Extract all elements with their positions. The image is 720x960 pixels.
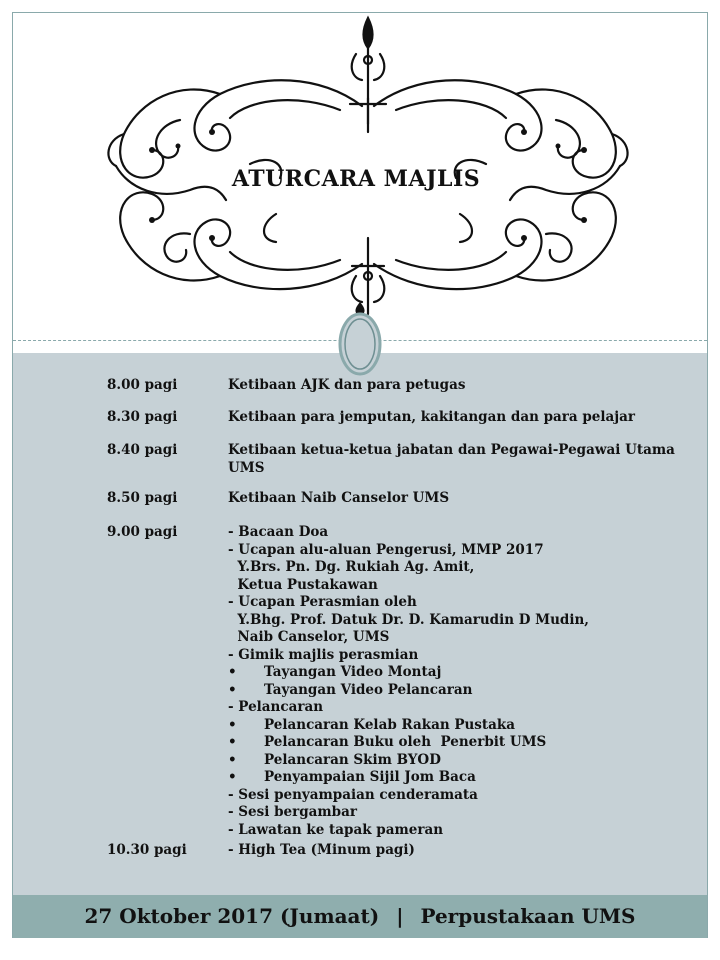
schedule-line: Y.Brs. Pn. Dg. Rukiah Ag. Amit, — [228, 559, 475, 575]
bullet-item — [228, 734, 688, 752]
schedule-line: Ketibaan AJK dan para petugas — [228, 377, 466, 393]
schedule-time: 8.00 pagi — [107, 377, 178, 393]
bullet-text: Tayangan Video Montaj — [264, 664, 442, 680]
bullet-text: Pelancaran Kelab Rakan Pustaka — [264, 716, 515, 733]
schedule-line: UMS — [228, 459, 265, 476]
bullet-item — [228, 717, 688, 735]
footer-bar — [13, 895, 707, 938]
schedule-line: Ketua Pustakawan — [228, 576, 378, 593]
schedule-line: Naib Canselor, UMS — [228, 629, 390, 645]
schedule-description — [228, 842, 688, 860]
bullet-icon: • — [228, 664, 237, 680]
schedule-description — [228, 409, 688, 427]
schedule-line: - Gimik majlis perasmian — [228, 646, 419, 663]
schedule-line: Ketibaan para jemputan, kakitangan dan para pelajar — [228, 409, 635, 425]
footer-separator: | — [396, 904, 404, 928]
footer-text — [13, 904, 707, 928]
pendant-ornament — [333, 300, 387, 378]
bullet-icon: • — [228, 681, 237, 698]
bullet-item — [228, 682, 688, 700]
event-venue: Perpustakaan UMS — [420, 904, 636, 928]
schedule-line: - Ucapan Perasmian oleh — [228, 594, 417, 610]
schedule-line: - Bacaan Doa — [228, 524, 329, 540]
bullet-text: Penyampaian Sijil Jom Baca — [264, 769, 476, 785]
schedule-time: 9.00 pagi — [107, 524, 178, 540]
schedule-description — [228, 490, 688, 508]
schedule-line: - High Tea (Minum pagi) — [228, 842, 415, 858]
bullet-icon: • — [228, 716, 237, 733]
schedule-time: 10.30 pagi — [107, 842, 187, 858]
event-date: 27 Oktober 2017 (Jumaat) — [84, 904, 380, 928]
schedule-time: 8.30 pagi — [107, 409, 178, 425]
schedule-description — [228, 442, 688, 477]
schedule-description — [228, 524, 688, 839]
schedule-line: - Pelancaran — [228, 699, 324, 715]
schedule-line: - Lawatan ke tapak pameran — [228, 821, 444, 838]
bullet-text: Pelancaran Buku oleh Penerbit UMS — [264, 734, 547, 750]
schedule-time: 8.50 pagi — [107, 490, 178, 506]
bullet-icon: • — [228, 734, 237, 750]
bullet-item — [228, 769, 688, 787]
schedule-time: 8.40 pagi — [107, 442, 178, 458]
schedule-line: - Sesi bergambar — [228, 804, 357, 820]
bullet-text: Tayangan Video Pelancaran — [264, 681, 473, 698]
bullet-text: Pelancaran Skim BYOD — [264, 751, 441, 768]
schedule-line: Ketibaan Naib Canselor UMS — [228, 490, 450, 506]
bullet-icon: • — [228, 751, 237, 768]
schedule-description — [228, 377, 688, 395]
schedule-line: - Sesi penyampaian cenderamata — [228, 786, 478, 803]
schedule-line: Ketibaan ketua-ketua jabatan dan Pegawai-Pegawai Utama — [228, 442, 675, 458]
bullet-item — [228, 664, 688, 682]
page-title: ATURCARA MAJLIS — [231, 166, 481, 192]
schedule-line: - Ucapan alu-aluan Pengerusi, MMP 2017 — [228, 541, 544, 558]
schedule-line: Y.Bhg. Prof. Datuk Dr. D. Kamarudin D Mudin, — [228, 611, 589, 628]
bullet-icon: • — [228, 769, 237, 785]
bullet-item — [228, 752, 688, 770]
